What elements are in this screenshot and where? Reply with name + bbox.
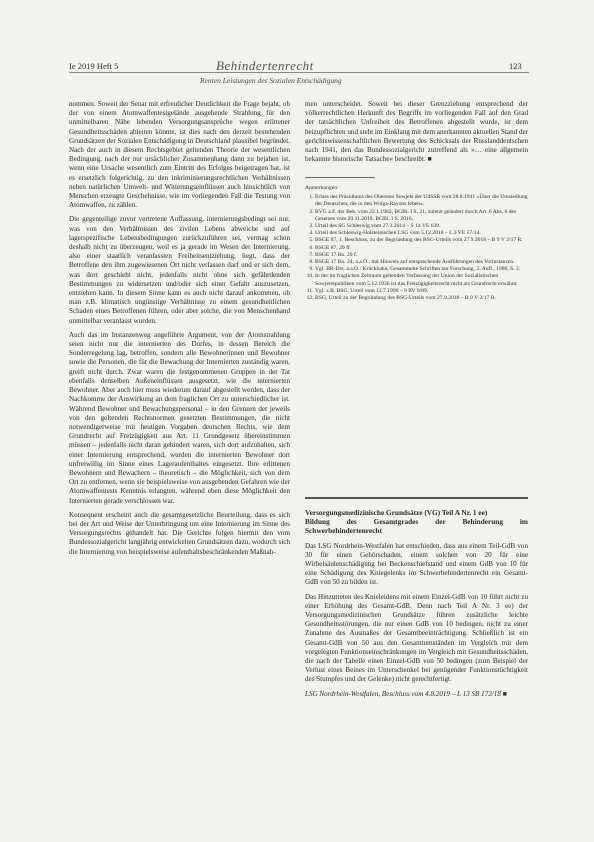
note-item: 12. BSG, Urteil zu der Begründung des BSG-Urteils vom 27.9.2018 – B 9 V 2/17 R.	[315, 295, 528, 302]
journal-issue: Ie 2019 Heft 5	[69, 61, 119, 71]
note-item: 9. Vgl. BR-Drs. a.a.O.: Krückhahn, Gesammelte Schriften zur Forschung, 2. Aufl., 1986, S. 2.	[315, 266, 528, 273]
paragraph: Konsequent erscheint auch die gesamtgesetzliche Beurteilung, dass es sich bei der Art und Weise der Unterbringung um eine Internierung im Sinne des Versorgungsrechts gehandelt hat. Die Gerichte folgen hiermit den vom Bundessozialgericht langjährig entwickelten Grundsätzen dazu, wodurch sich die Internierung von beispielsweise aufenthaltsbeschränkenden Maßnah-	[69, 510, 290, 556]
notes-label: Anmerkungen:	[305, 185, 339, 191]
footnotes	[305, 185, 528, 302]
notes-rule	[305, 177, 375, 178]
note-item: 5. BSGE 87, 1. Beschluss, zu der Begründung des BSG-Urteils vom 27.9.2018 – B 9 V 2/17 R.	[315, 237, 528, 244]
note-item: 8. BSGE 17 Rn. 24, a.a.O., mit Hinweis auf entsprechende Ausführungen des Vorinstanzen.	[315, 259, 528, 266]
paragraph: men unterscheidet. Soweit bei dieser Grenzziehung entsprechend der völkerrechtlichen Herkunft des Begriffs im vorliegenden Fall auf den Grad der tatsächlichen Unfreiheit des Betroffenen abgestellt wurde, ist dem beizupflichten und steht im Einklang mit dem anerkannten aktuellen Stand der gerichtswissenschaftlichen Bewertung des Schicksals der Russlanddeutschen nach 1941, den das Bundessozialgericht zutreffend als »… eine allgemein bekannte historische Tatsache« beschreibt. ■	[305, 100, 528, 164]
note-item: 11. Vgl. z.B. BSG, Urteil vom 12.7.1990 – 9 RV 9/89.	[315, 288, 528, 295]
paragraph: nommen. Soweit der Senat mit erfreulicher Deutlichkeit die Frage bejaht, ob der von einem Atomwaffentestgelände ausgehende Strahlung für den unmittelbaren Nähe lebenden Versorgungsansprüche wegen erlittener Gesundheitsschäden ableiten könnte, ist dies nach den derzeit bestehenden Grundsätzen der Sozialen Entschädigung in Deutschland plausibel begründet. Nach der auch in diesem Rechtsgebiet geltenden Theorie der wesentlichen Bedingung, nach der nur ursächlicher Zusammenhang dann zu bejahen ist, wenn eine Ursache wesentlich zum Eintritt des Erfolges beigetragen hat, ist es ersetzlich folgerichtig, zu den inkriminierungsrechtlichen Verhältnissen neben natürlichen Umwelt- und Witterungseinflüssen auch hinsichtlich von Menschen erzeugte Geschehnisse, wie im vorliegenden Fall die Testung von Atomwaffen, zu zählen.	[69, 100, 290, 210]
page-number: 123	[509, 61, 522, 71]
end-mark-icon: ■	[502, 689, 507, 698]
note-item: 4. Urteil des Schleswig-Holsteinischen LSG vom 5.12.2018 – L 2 VE 57/14.	[315, 230, 528, 237]
case-heading: Versorgungsmedizinische Grundsätze (VG) Teil A Nr. 1 ee)	[305, 508, 488, 517]
case-summary	[305, 508, 528, 704]
notes-list	[305, 194, 528, 302]
section-subtitle: Renten Leistungen des Sozialen Entschädigung	[200, 76, 342, 85]
section-rule	[305, 497, 528, 499]
note-item: 10. In der im fraglichen Zeitraum geltenden Verfassung der Union der Sozialistischen Sowjetrepubliken vom 5.12.1936 ist das Freizügigkeitsrecht nicht als Grundrecht erwähnt.	[315, 273, 528, 287]
note-item: 2. BVG a.F. der Bek. vom 22.1.1982, BGBl. I S. 21, zuletzt geändert durch Art. 6 Abs. 6 des Gesetzes vom 29.11.2018, BGBl. I S. 2016.	[315, 209, 528, 223]
right-column-continuation	[305, 100, 528, 169]
note-item: 7. BSGE 17 Rn. 29 f.	[315, 252, 528, 259]
left-column	[69, 100, 290, 562]
journal-title: Behindertenrecht	[216, 58, 314, 73]
end-mark-icon: ■	[427, 155, 432, 164]
note-item: 6. BSGE 87, 29 ff.	[315, 245, 528, 252]
header-rule	[69, 72, 529, 73]
note-item: 1. Erlass des Präsidiums des Obersten Sowjets der UdSSR vom 28.8.1941 »Über die Umsiedlung der Deutschen, die in den Wolga-Rayons leben«.	[315, 194, 528, 208]
paragraph: Auch das im Instanzenweg angeführte Argument, von der Atomstrahlung seien nicht nur die internierten des Dorfes, in dessen Bereich die Sonderregelung lag, betroffen, sondern alle Bewohnerinnen und Bewohner sowie die Personen, die für die Bewachung der Internierten zuständig waren, greift nicht durch. Zwar waren die festgenommenen Gruppen in der Tat ebenfalls denselben Außeneinflüssen ausgesetzt, wie die internierten Bewohner. Aber auch hier muss wiederum darauf abgestellt werden, dass der Nachkomme der Auswirkung an dem fraglichen Ort zu unterschiedlicher ist. Während Bewohner und Bewachungspersonal – in den Grenzen der jeweils von den geltenden Rechtsnormen gesetzten Bestimmungen, die nicht notwendigerweise mit heutigen Vorgaben deutschen Rechts, wie dem Grundrecht auf Freizügigkeit aus Art. 11 Grundgesetz übereinstimmen müssen – jedenfalls nicht daran gehindert waren, sich dort aufzuhalten, sich einer Internierung entsprechend, wurden die internierten Bewohner dort unfreiwillig im Sinne eines Lageraufenthaltes eingesetzt. Ihre erlittenen Bewohnern und Bewachern – theoretisch – die Möglichkeit, sich von dem Ort zu entfernen, wenn sie beispielsweise von ausgehenden Gefahren wie der Atomwaffentests Kenntnis erlangten, während eben diese Möglichkeit den Internierten gerade verschlossen war.	[69, 330, 290, 505]
case-citation: LSG Nordrhein-Westfalen, Beschluss vom 4.8.2019 – L 13 SB 172/18 ■	[305, 689, 507, 698]
paragraph: Das Hinzutreten des Knieleidens mit einem Einzel-GdB von 10 führt nicht zu einer Erhöhung des Gesamt-GdB. Denn nach Teil A Nr. 3 ee) der Versorgungsmedizinischen Grundsätze führen zusätzliche leichte Gesundheitsstörungen, die nur einen GdB von 10 bedingen, nicht zu einer Zunahme des Ausmaßes der Gesamtbeeinträchtigung. Schließlich ist ein Gesamt-GdB von 50 aus den Gesamtumständen im Vergleich mit dem vorgelegten Funktionseinschränkungen im Vergleich mit Gesundheitsschäden, die nach der Tabelle einen Einzel-GdB von 50 bedingen (zum Beispiel der Verlust eines Beines im Unterschenkel bei genügender Funktionstüchtigkeit des Stumpfes und der Gelenke) nicht gerechtfertigt.	[305, 592, 528, 684]
paragraph: Die gegenteilige zuvor vertretene Auffassung, internierungsbedingt sei nur, was von den Verhältnissen des zivilen Lebens abweiche und auf lagerspezifische Lebensbedingungen zurückzuführen sei, vermag schon deshalb nicht zu überzeugen, weil es ja gerade im Wesen der Internierung, also einer staatlich veranlassten Freiheitsentziehung, liegt, dass der Betroffene den ihm zugewiesenen Ort nicht verlassen darf und er sich dem, was dort geschieht nicht, jedenfalls nicht ohne sich gefährdenden Bestimmungen zu widersetzen und/oder sich einer Gefahr auszusetzen, entziehen kann. In diesem Sinne kann es auch nicht darauf ankommen, ob man z.B. klimatisch ungünstige Verhältnisse zu einem gesundheitlichen Schaden eines Betroffenen führen, oder aber solche, die von Menschenhand unmittelbar veranlasst wurden.	[69, 215, 290, 325]
paragraph: Das LSG Nordrhein-Westfalen hat entschieden, dass aus einem Teil-GdB von 30 für einen Gehörschaden, einem solchen von 20 für eine Wirbelsäulenschädigung bei Beckenschiefstand und einem GdB von 10 für eine Schädigung des Kniegelenks im Schwerbehindertenrecht ein Gesamt-GdB von 50 zu bilden ist.	[305, 541, 528, 587]
note-item: 3. Urteil des SG Schleswig vom 27.3.2014 – S 14 VE 639.	[315, 223, 528, 230]
case-title: Bildung des Gesamtgrades der Behinderung im Schwerbehindertenrecht	[305, 517, 528, 536]
